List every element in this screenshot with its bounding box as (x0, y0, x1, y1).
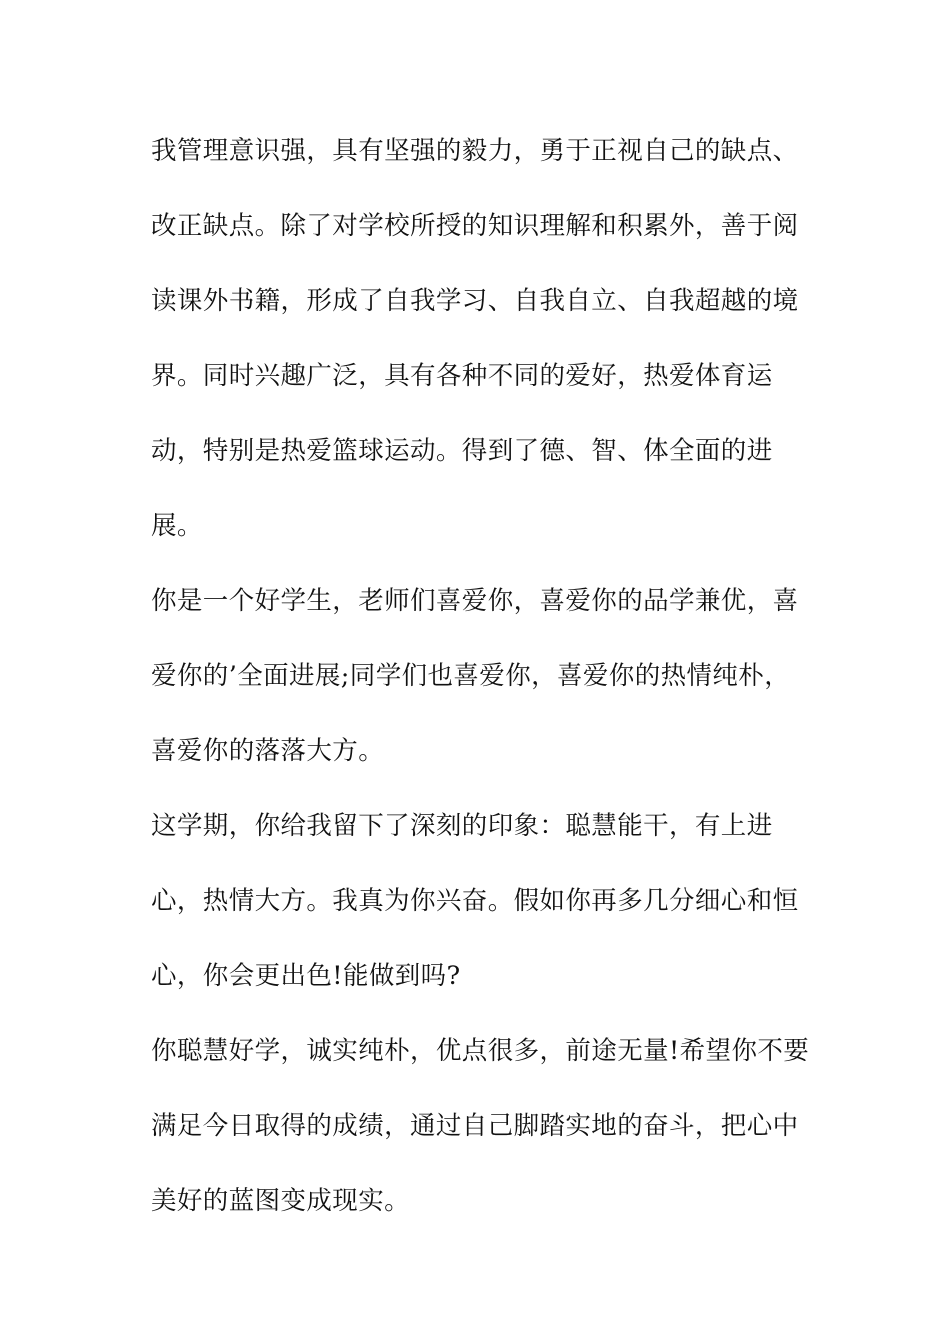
text-line: 我管理意识强，具有坚强的毅力，勇于正视自己的缺点、 (151, 136, 799, 166)
text-line: 心，热情大方。我真为你兴奋。假如你再多几分细心和恒 (151, 886, 799, 916)
text-line: 改正缺点。除了对学校所授的知识理解和积累外，善于阅 (151, 211, 799, 241)
text-line: 读课外书籍，形成了自我学习、自我自立、自我超越的境 (151, 286, 799, 316)
paragraph-1 (151, 128, 831, 578)
text-line: 喜爱你的落落大方。 (151, 736, 385, 766)
text-line: 你聪慧好学，诚实纯朴，优点很多，前途无量!希望你不要 (151, 1036, 810, 1066)
text-line: 满足今日取得的成绩，通过自己脚踏实地的奋斗，把心中 (151, 1111, 799, 1141)
text-line: 你是一个好学生，老师们喜爱你，喜爱你的品学兼优，喜 (151, 586, 799, 616)
paragraph-3 (151, 803, 831, 1028)
text-line: 心，你会更出色!能做到吗? (151, 961, 461, 991)
text-line: 界。同时兴趣广泛，具有各种不同的爱好，热爱体育运 (151, 361, 773, 391)
text-line: 动，特别是热爱篮球运动。得到了德、智、体全面的进 (151, 436, 773, 466)
text-line: 美好的蓝图变成现实。 (151, 1186, 411, 1216)
text-line: 这学期，你给我留下了深刻的印象：聪慧能干，有上进 (151, 811, 773, 841)
paragraph-4 (151, 1028, 831, 1253)
paragraph-2 (151, 578, 831, 803)
text-line: 展。 (151, 511, 203, 541)
text-line: 爱你的’全面进展;同学们也喜爱你，喜爱你的热情纯朴， (151, 661, 791, 691)
document-body (151, 128, 831, 1253)
